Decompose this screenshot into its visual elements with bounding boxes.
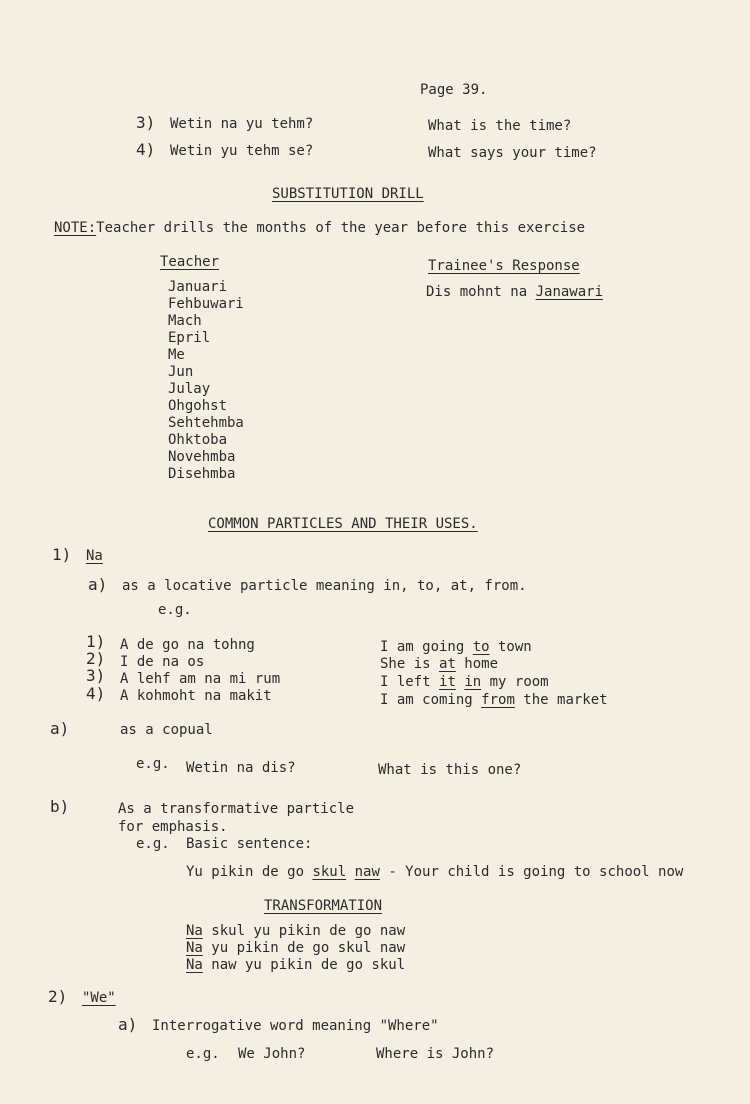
locative-description: as a locative particle meaning in, to, at, from. [122,578,527,594]
example-pidgin: I de na os [120,654,205,670]
subsection-label: b) [50,797,70,816]
month: Jun [168,364,194,380]
subsection-label: a) [118,1015,138,1034]
example-pidgin: A lehf am na mi rum [120,671,281,687]
month: Ohgohst [168,398,228,414]
note-line [54,220,585,237]
response-prefix: Dis mohnt na [426,284,528,300]
month: Januari [168,279,228,295]
example-english: She is at home [380,656,499,672]
we-pidgin: We John? [238,1046,306,1062]
eg-label: e.g. [186,1046,220,1062]
example-pidgin: A kohmoht na makit [120,688,272,704]
transformation-line: Na naw yu pikin de go skul [186,957,406,973]
interrogative-description: Interrogative word meaning "Where" [152,1018,439,1034]
month: Sehtehmba [168,415,244,431]
we-english: Where is John? [376,1046,495,1062]
copula-english: What is this one? [378,762,522,778]
particles-title: COMMON PARTICLES AND THEIR USES. [208,516,478,532]
month: Mach [168,313,202,329]
response-header: Trainee's Response [428,258,580,274]
copula-pidgin: Wetin na dis? [186,760,296,776]
transformation-line: Na yu pikin de go skul naw [186,940,406,956]
transformative-description: As a transformative particle [118,801,355,817]
basic-sentence-label: Basic sentence: [186,836,313,852]
page-number: Page 39. [420,82,488,98]
question-english: What says your time? [428,145,597,161]
month: Ohktoba [168,432,228,448]
question-pidgin: Wetin na yu tehm? [170,116,314,132]
example-number: 2) [86,649,106,668]
section-number: 1) [52,545,72,564]
month: Julay [168,381,211,397]
example-english: I am going to town [380,639,532,655]
example-english: I am coming from the market [380,692,608,708]
example-english: I left it in my room [380,674,549,690]
question-pidgin: Wetin yu tehm se? [170,143,314,159]
response-line [426,284,603,301]
response-month: Janawari [535,284,604,300]
basic-sentence: Yu pikin de go skul naw - Your child is going to school now [186,864,684,880]
drill-title: SUBSTITUTION DRILL [272,186,424,202]
month: Novehmba [168,449,236,465]
month: Disehmba [168,466,236,482]
note-text: drills the months of the year before this exercise [163,220,586,236]
note-label: NOTE: [54,220,97,236]
particle-na: Na [86,548,103,564]
example-number: 4) [86,684,106,703]
transformation-title: TRANSFORMATION [264,898,383,914]
example-number: 3) [86,666,106,685]
note-word: Teacher [96,220,156,236]
example-pidgin: A de go na tohng [120,637,255,653]
copula-description: as a copual [120,722,213,738]
transformative-description-2: for emphasis. [118,819,228,835]
month: Epril [168,330,211,346]
eg-label: e.g. [136,836,170,852]
subsection-label: a) [50,719,70,738]
question-number: 4) [136,140,156,159]
particle-we: "We" [82,990,116,1006]
section-number: 2) [48,987,68,1006]
eg-label: e.g. [158,602,192,618]
month: Me [168,347,185,363]
transformation-line: Na skul yu pikin de go naw [186,923,406,939]
month: Fehbuwari [168,296,244,312]
teacher-header: Teacher [160,254,220,270]
question-number: 3) [136,113,156,132]
eg-label: e.g. [136,756,170,772]
example-number: 1) [86,632,106,651]
question-english: What is the time? [428,118,572,134]
subsection-label: a) [88,575,108,594]
months-list [168,279,244,483]
